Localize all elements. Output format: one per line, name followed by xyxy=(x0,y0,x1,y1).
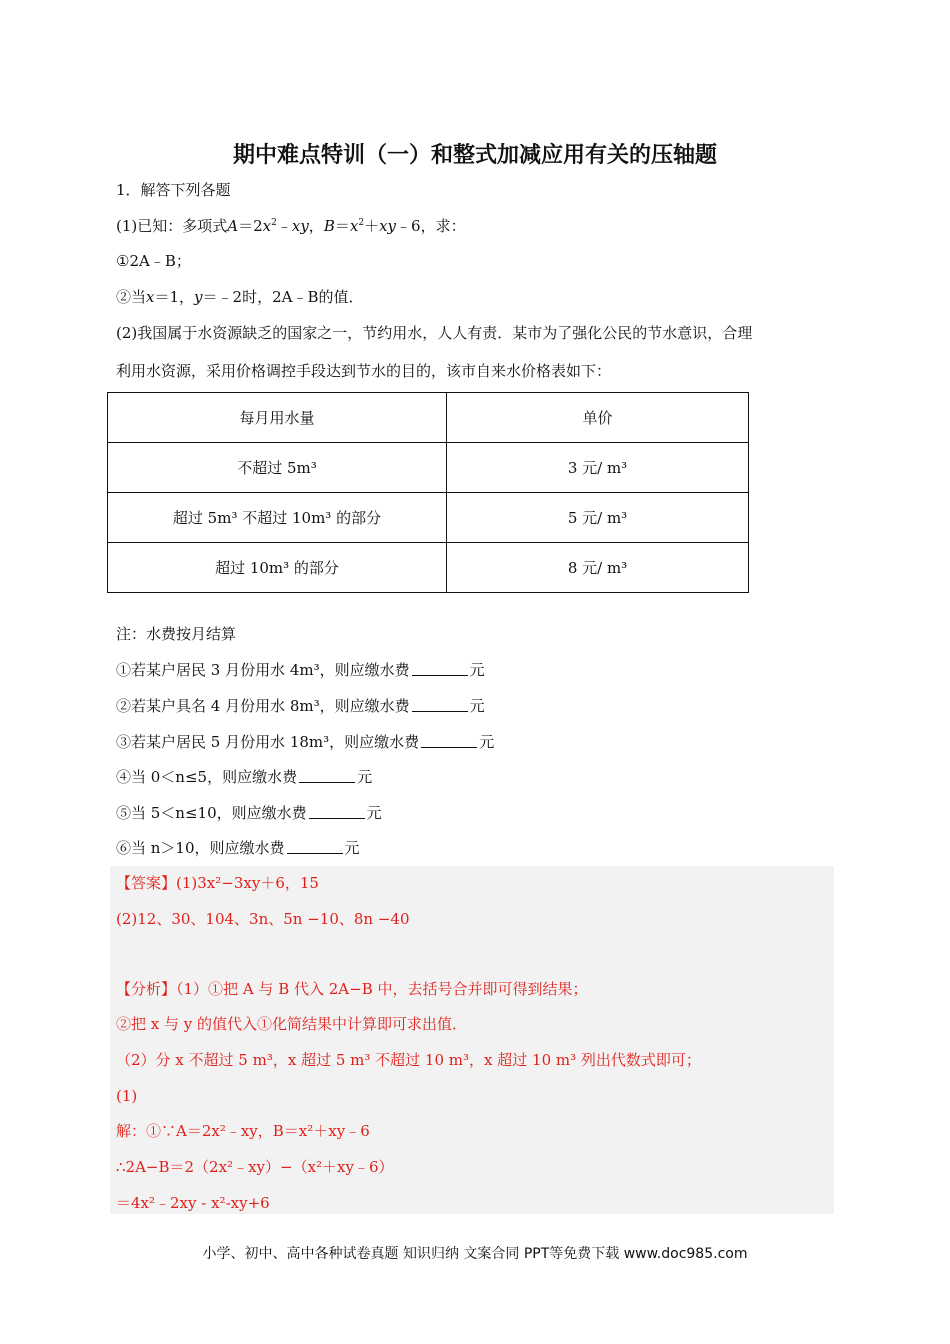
fill-item-6: ⑥当 n＞10，则应缴水费 元 xyxy=(116,839,360,857)
answer-blank xyxy=(287,837,343,854)
analysis-line-5: 解：①∵A＝2x²﹣xy，B＝x²＋xy﹣6 xyxy=(116,1122,370,1140)
note-text: 注：水费按月结算 xyxy=(116,625,237,643)
fill-item-5: ⑤当 5＜n≤10，则应缴水费 元 xyxy=(116,804,382,822)
table-cell: 8 元/ m³ xyxy=(447,543,749,593)
table-cell: 5 元/ m³ xyxy=(447,493,749,543)
fill-item-1: ①若某户居民 3 月份用水 4m³，则应缴水费 元 xyxy=(116,661,485,679)
page-footer: 小学、初中、高中各种试卷真题 知识归纳 文案合同 PPT等免费下载 www.doc985.com xyxy=(202,1246,748,1262)
analysis-line-3: （2）分 x 不超过 5 m³，x 超过 5 m³ 不超过 10 m³，x 超过 10 m³ 列出代数式即可； xyxy=(116,1051,701,1069)
question-header: 1．解答下列各题 xyxy=(116,181,231,199)
question-part1: (1)已知：多项式$A=2x^2﹣xy$，$B=x^2+xy﹣6$，求： xyxy=(116,217,466,235)
fill-item-3: ③若某户居民 5 月份用水 18m³，则应缴水费 元 xyxy=(116,733,495,751)
analysis-line-2: ②把 x 与 y 的值代入①化简结果中计算即可求出值． xyxy=(116,1015,468,1033)
question-sub1: ①2A﹣B； xyxy=(116,252,191,270)
table-cell: 3 元/ m³ xyxy=(447,443,749,493)
question-part2-line1: (2)我国属于水资源缺乏的国家之一，节约用水，人人有责．某市为了强化公民的节水意识，合理 xyxy=(116,324,753,342)
answer-blank xyxy=(421,731,477,748)
answer-blank xyxy=(309,802,365,819)
question-sub2: ②当x＝1，y＝﹣2时，2A﹣B的值． xyxy=(116,288,364,306)
analysis-line-6: ∴2A−B＝2（2x²﹣xy）−（x²＋xy﹣6） xyxy=(116,1158,394,1176)
analysis-line-7: ＝4x²﹣2xy - x²-xy+6 xyxy=(116,1194,270,1212)
water-price-table xyxy=(107,392,749,593)
table-row xyxy=(108,493,749,543)
table-cell: 不超过 5m³ xyxy=(108,443,447,493)
analysis-line-1: 【分析】（1）①把 A 与 B 代入 2A−B 中，去括号合并即可得到结果； xyxy=(116,980,588,998)
answer-blank xyxy=(412,695,468,712)
table-header-cell: 每月用水量 xyxy=(108,393,447,443)
answer-blank xyxy=(412,659,468,676)
analysis-line-4: (1) xyxy=(116,1087,138,1105)
page-title: 期中难点特训（一）和整式加减应用有关的压轴题 xyxy=(232,143,717,168)
answer-line-2: (2)12、30、104、3n、5n −10、8n −40 xyxy=(116,910,410,928)
table-cell: 超过 5m³ 不超过 10m³ 的部分 xyxy=(108,493,447,543)
table-cell: 超过 10m³ 的部分 xyxy=(108,543,447,593)
table-header-cell: 单价 xyxy=(447,393,749,443)
fill-item-2: ②若某户具名 4 月份用水 8m³，则应缴水费 元 xyxy=(116,697,485,715)
table-row xyxy=(108,543,749,593)
question-part2-line2: 利用水资源，采用价格调控手段达到节水的目的，该市自来水价格表如下： xyxy=(116,362,612,380)
table-header-row xyxy=(108,393,749,443)
answer-blank xyxy=(299,766,355,783)
answer-line-1: 【答案】(1)3x²−3xy＋6，15 xyxy=(116,874,319,892)
table-row xyxy=(108,443,749,493)
fill-item-4: ④当 0＜n≤5，则应缴水费 元 xyxy=(116,768,373,786)
